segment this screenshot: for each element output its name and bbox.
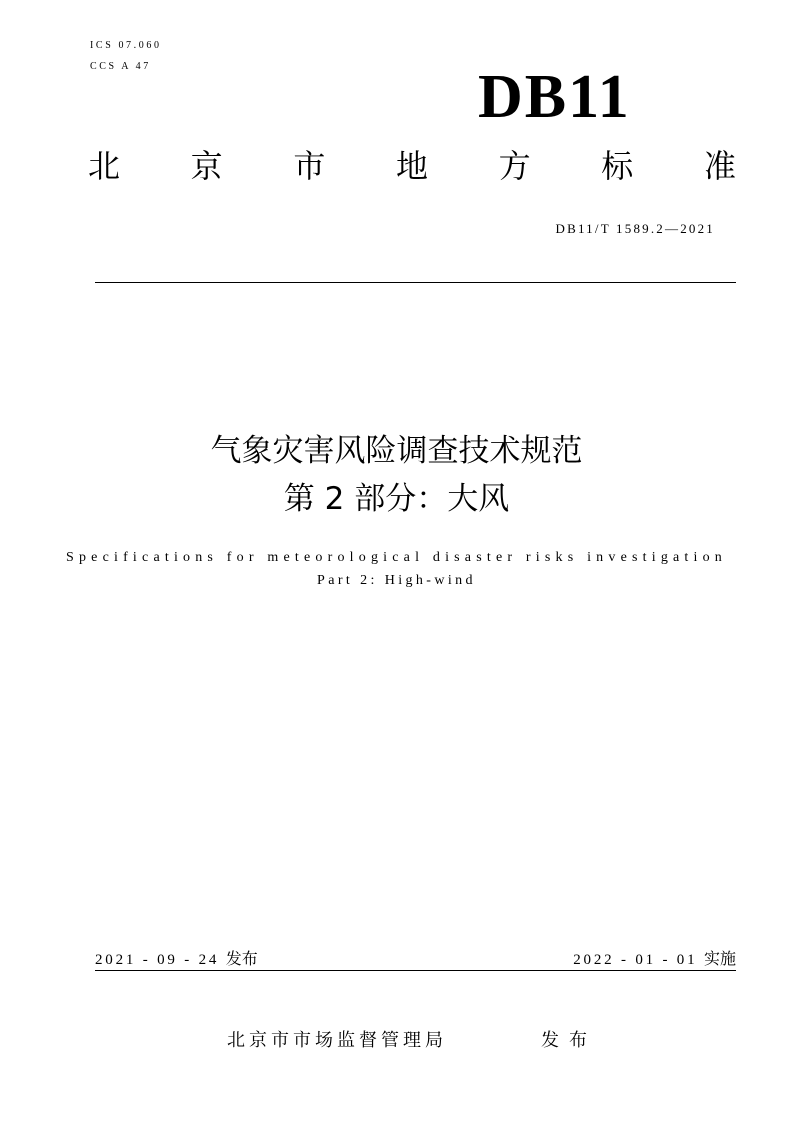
standard-type-char: 标: [601, 147, 634, 185]
bottom-divider: [95, 970, 736, 971]
standard-type-heading: [88, 147, 736, 185]
db11-logo: DB11: [478, 63, 631, 131]
issuing-authority: 北京市市场监督管理局: [227, 1030, 447, 1051]
ccs-code: CCS A 47: [90, 61, 151, 72]
implementation-date: 2022 - 01 - 01: [573, 952, 698, 968]
standard-type-char: 地: [395, 147, 428, 185]
standard-type-char: 市: [293, 147, 326, 185]
issue-verb: 发布: [541, 1030, 597, 1051]
issue-date-line: [95, 946, 258, 969]
title-en-part: Part 2: High-wind: [317, 573, 476, 588]
standard-code: DB11/T 1589.2—2021: [555, 221, 715, 236]
title-zh-part: 第 2 部分：大风: [283, 481, 510, 517]
standard-type-char: 准: [703, 147, 736, 185]
issue-label: 发布: [225, 949, 258, 968]
implementation-date-line: [573, 946, 736, 969]
implementation-label: 实施: [703, 949, 736, 968]
top-divider: [95, 282, 736, 283]
standard-type-char: 北: [88, 147, 121, 185]
title-en-main: Specifications for meteorological disaster risks investigation: [65, 550, 728, 565]
issue-date: 2021 - 09 - 24: [95, 952, 220, 968]
ics-code: ICS 07.060: [90, 40, 162, 51]
standard-type-char: 京: [190, 147, 223, 185]
standard-type-char: 方: [498, 147, 531, 185]
title-zh-main: 气象灾害风险调查技术规范: [210, 433, 583, 469]
